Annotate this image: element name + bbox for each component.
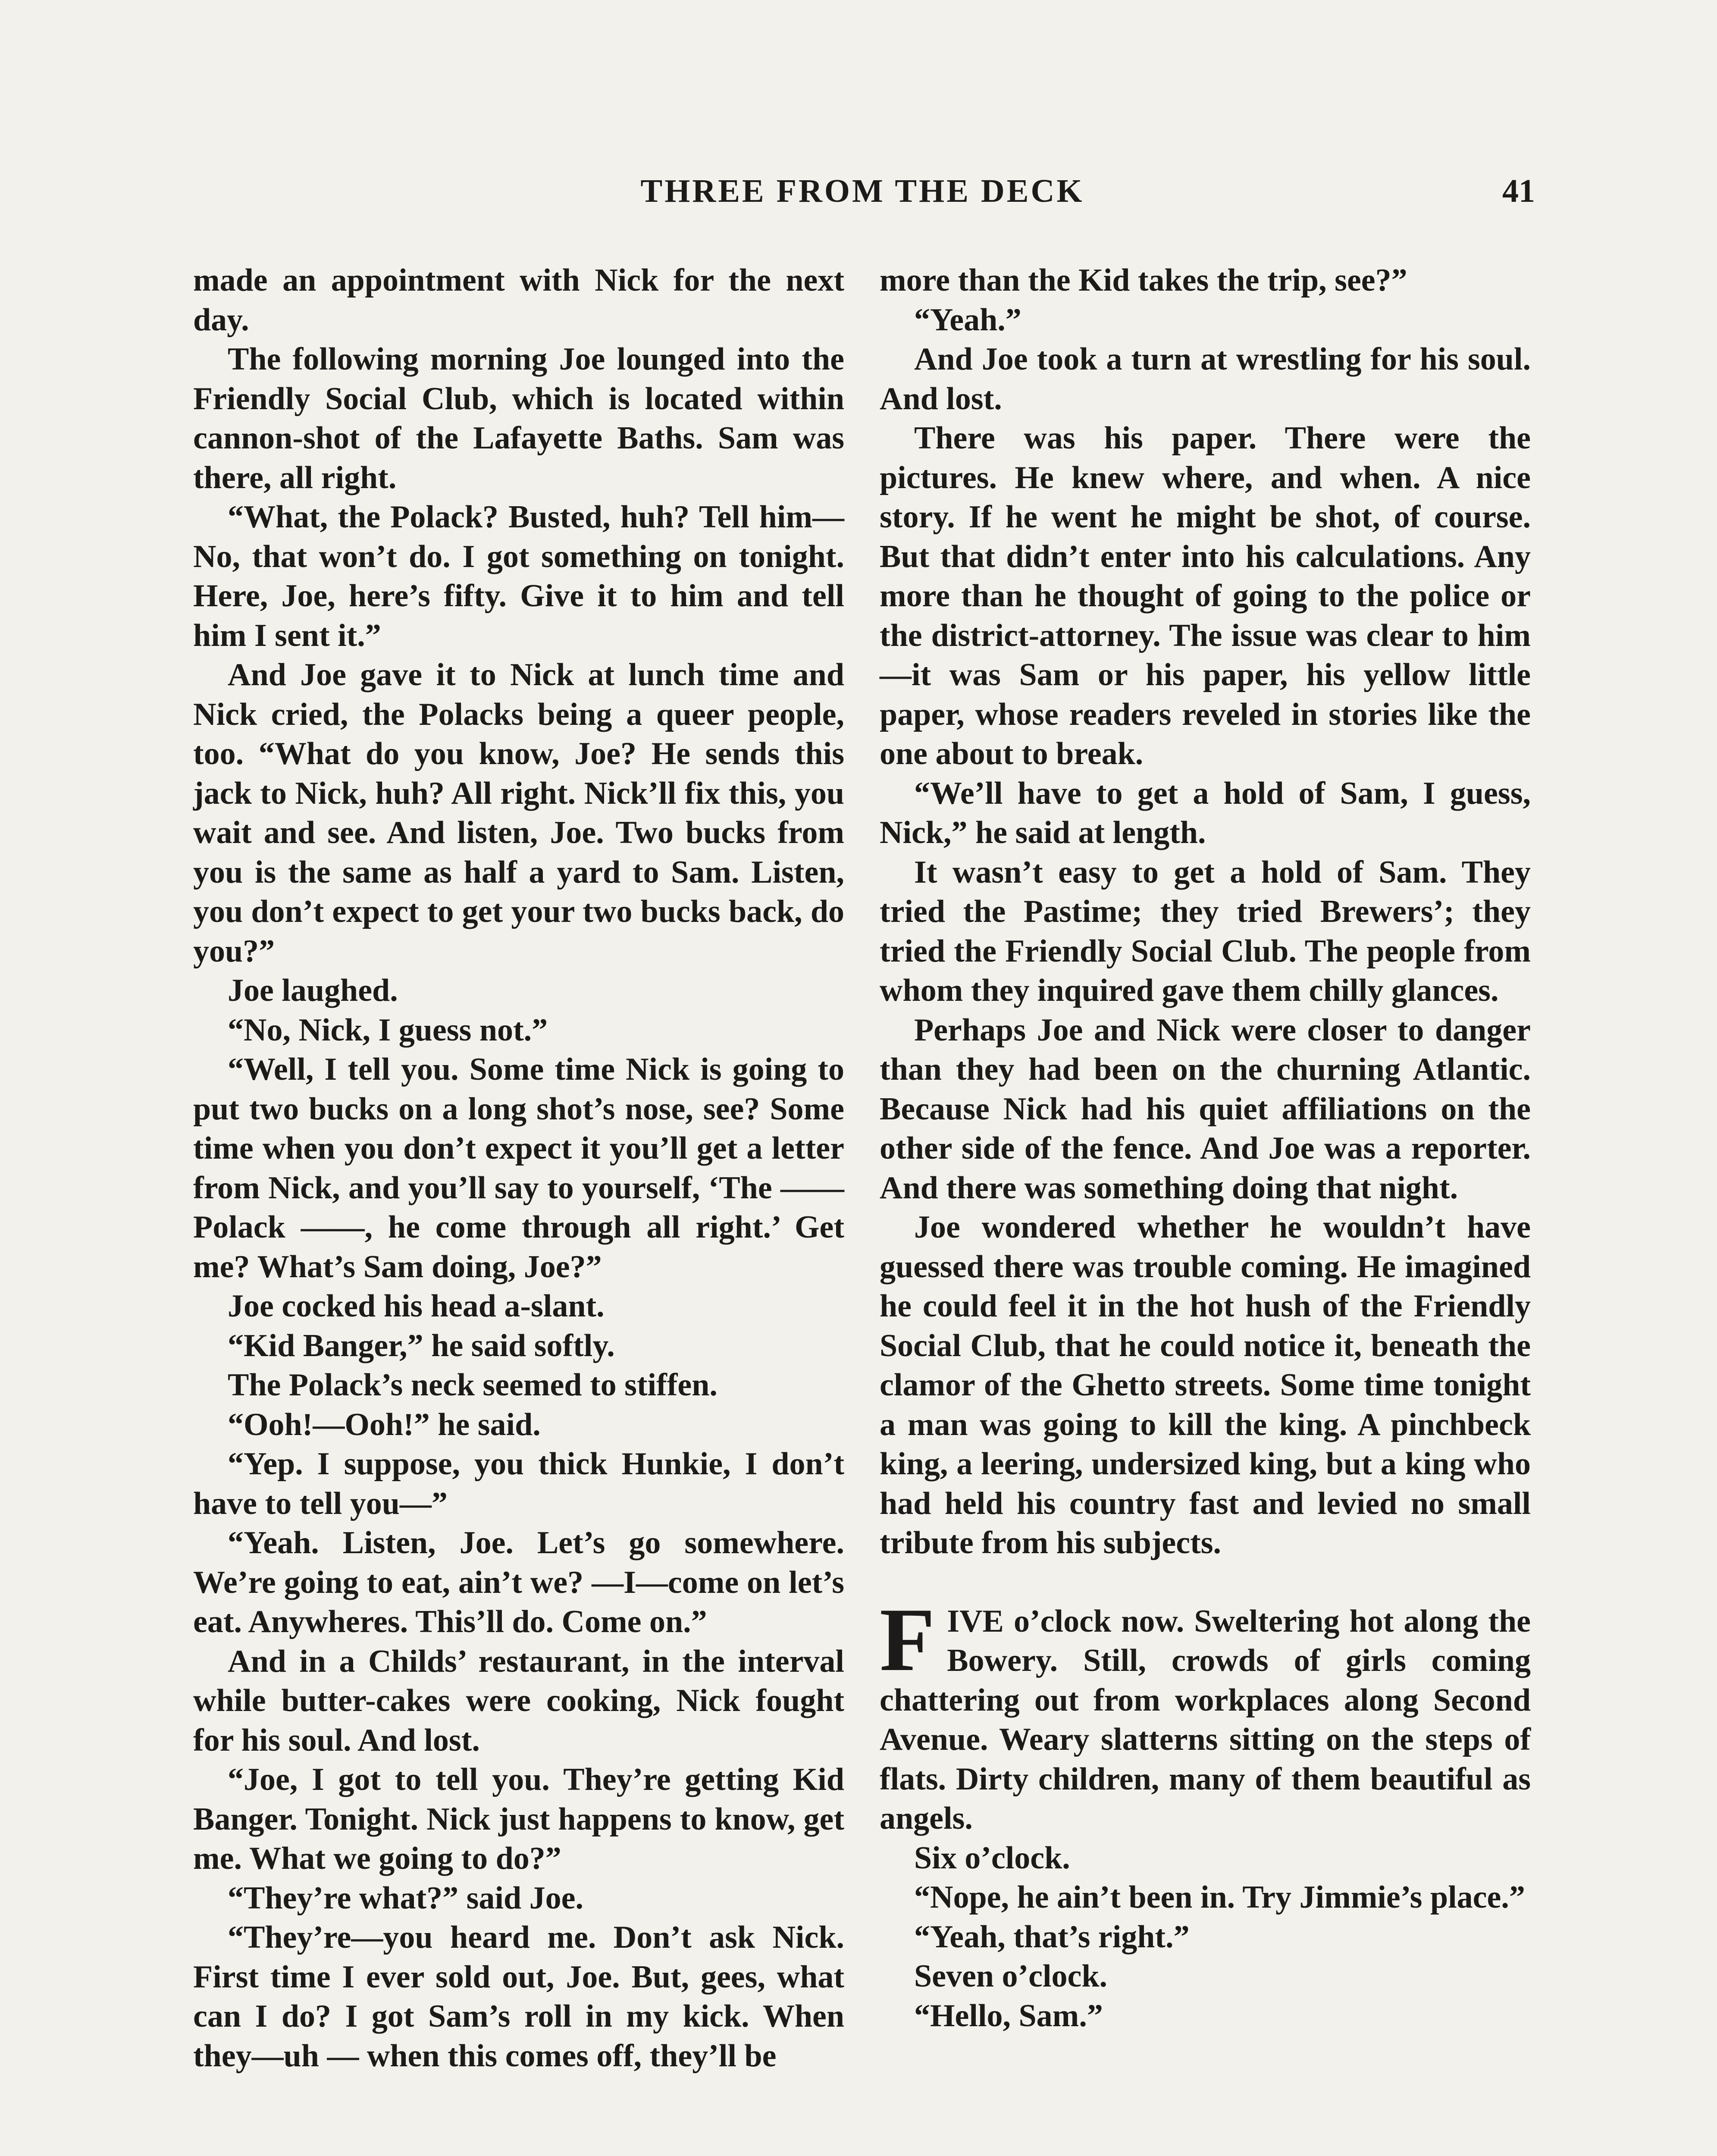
- paragraph: Joe laughed.: [228, 973, 398, 1008]
- paragraph: Perhaps Joe and Nick were closer to danger than they had been on the churning Atlantic. Because Nick had his quiet affiliations on the other side of the fence. And Joe was a reporter. And there was something doing that night.: [880, 1012, 1531, 1206]
- section-opening-paragraph: [880, 1589, 1531, 1839]
- paragraph: “Hello, Sam.”: [914, 1998, 1103, 2034]
- paragraph: Seven o’clock.: [914, 1959, 1108, 1994]
- paragraph: There was his paper. There were the pictures. He knew where, and when. A nice story. If he went he might be shot, of course. But that didn’t enter into his calculations. Any more than he thought of going to the police or the district-attorney. The issue was clear to him—it was Sam or his paper, his yellow little paper, whose readers reveled in stories like the one about to break.: [880, 420, 1531, 771]
- paragraph: Six o’clock.: [914, 1840, 1070, 1876]
- paragraph: And in a Childs’ restaurant, in the interval while butter-cakes were cooking, Nick fought for his soul. And lost.: [193, 1643, 844, 1758]
- paragraph: It wasn’t easy to get a hold of Sam. They tried the Pastime; they tried Brewers’; they tried the Friendly Social Club. The people from whom they inquired gave them chilly glances.: [880, 854, 1531, 1008]
- left-column: [193, 261, 844, 2076]
- paragraph: “Joe, I got to tell you. They’re getting Kid Banger. Tonight. Nick just happens to know, get me. What we going to do?”: [193, 1762, 844, 1876]
- paragraph: “Kid Banger,” he said softly.: [228, 1328, 615, 1363]
- paragraph: Joe cocked his head a-slant.: [228, 1288, 605, 1324]
- paragraph: And Joe took a turn at wrestling for his soul. And lost.: [880, 342, 1531, 417]
- paragraph: “They’re—you heard me. Don’t ask Nick. First time I ever sold out, Joe. But, gees, what can I do? I got Sam’s roll in my kick. When they—uh — when this comes off, they’ll be: [193, 1920, 844, 2074]
- paragraph: Joe wondered whether he wouldn’t have guessed there was trouble coming. He imagined he could feel it in the hot hush of the Friendly Social Club, that he could notice it, beneath the clamor of the Ghetto streets. Some time tonight a man was going to kill the king. A pinchbeck king, a leering, undersized king, but a king who had held his country fast and levied no small tribute from his subjects.: [880, 1210, 1531, 1561]
- paragraph: “What, the Polack? Busted, huh? Tell him— No, that won’t do. I got something on tonight. Here, Joe, here’s fifty. Give it to him and tell him I sent it.”: [193, 499, 844, 653]
- paragraph: “Ooh!—Ooh!” he said.: [228, 1407, 541, 1442]
- paragraph: more than the Kid takes the trip, see?”: [880, 263, 1407, 298]
- paragraph: And Joe gave it to Nick at lunch time and Nick cried, the Polacks being a queer people, too. “What do you know, Joe? He sends this jack to Nick, huh? All right. Nick’ll fix this, you wait and see. And listen, Joe. Two bucks from you is the same as half a yard to Sam. Listen, you don’t expect to get your two bucks back, do you?”: [193, 657, 844, 969]
- paragraph: “Yeah, that’s right.”: [914, 1919, 1190, 1955]
- paragraph: “Yeah.”: [914, 302, 1021, 338]
- paragraph: “No, Nick, I guess not.”: [228, 1012, 548, 1048]
- paragraph: “Yep. I suppose, you thick Hunkie, I don’t have to tell you—”: [193, 1446, 844, 1521]
- section-opening-text: IVE o’clock now. Sweltering hot along the Bowery. Still, crowds of girls coming chattering out from workplaces along Second Avenue. Weary slatterns sitting on the steps of flats. Dirty children, many of them beautiful as angels.: [880, 1603, 1531, 1836]
- paragraph: “We’ll have to get a hold of Sam, I guess, Nick,” he said at length.: [880, 775, 1531, 850]
- paragraph: “Yeah. Listen, Joe. Let’s go somewhere. We’re going to eat, ain’t we? —I—come on let’s eat. Anywheres. This’ll do. Come on.”: [193, 1525, 844, 1639]
- page-number: 41: [1502, 173, 1535, 209]
- paragraph: made an appointment with Nick for the next day.: [193, 263, 844, 338]
- paragraph: “They’re what?” said Joe.: [228, 1880, 583, 1916]
- paragraph: “Nope, he ain’t been in. Try Jimmie’s place.”: [914, 1880, 1525, 1915]
- right-column: [880, 261, 1531, 2036]
- paragraph: The Polack’s neck seemed to stiffen.: [228, 1367, 718, 1403]
- page-header: [190, 172, 1535, 224]
- running-title: THREE FROM THE DECK: [640, 173, 1084, 209]
- drop-cap: F: [880, 1589, 935, 1690]
- paragraph: “Well, I tell you. Some time Nick is going to put two bucks on a long shot’s nose, see? Some time when you don’t expect it you’ll get a letter from Nick, and you’ll say to yourself, ‘The —— Polack ——, he come through all right.’ Get me? What’s Sam doing, Joe?”: [193, 1052, 844, 1285]
- paragraph: The following morning Joe lounged into the Friendly Social Club, which is located within cannon-shot of the Lafayette Baths. Sam was there, all right.: [193, 342, 844, 495]
